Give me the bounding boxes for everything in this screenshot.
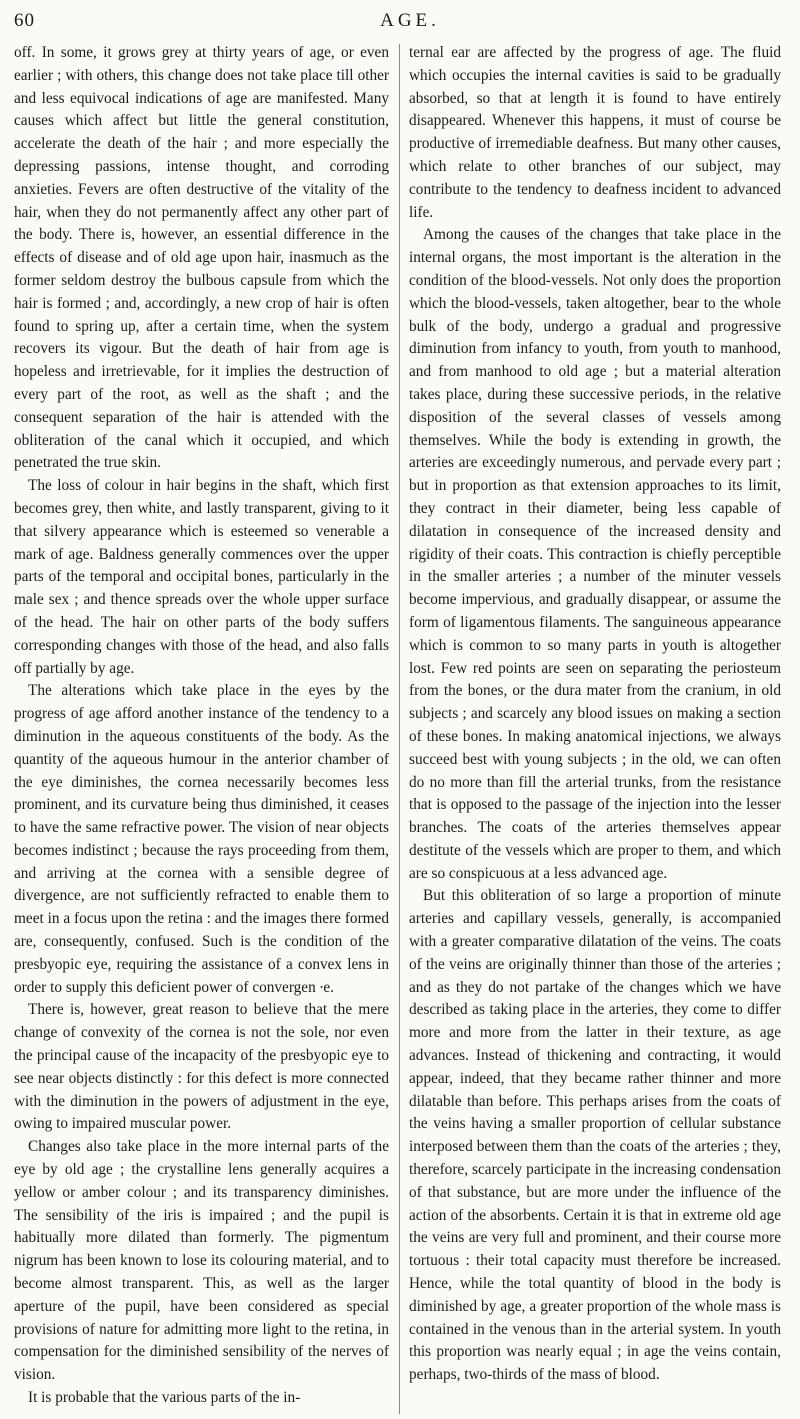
page-header bbox=[0, 10, 800, 40]
left-column bbox=[14, 42, 389, 1410]
column-divider bbox=[399, 44, 400, 1414]
right-paragraph-2: Among the causes of the changes that take place in the internal organs, the most important is the alteration in the condition of the blood-vessels. Not only does the proportion which the blood-vessels, taken altogether, bear to the whole bulk of the body, undergo a gradual and progressive diminution from infancy to youth, from youth to manhood, and from manhood to old age ; but a material alteration takes place, during these successive periods, in the relative disposition of the several classes of vessels among themselves. While the body is extending in growth, the arteries are exceedingly numerous, and pervade every part ; but in proportion as that extension approaches to its limit, they contract in their diameter, being less capable of dilatation in consequence of the increased density and rigidity of their coats. This contraction is chiefly perceptible in the smaller arteries ; a number of the minuter vessels become impervious, and gradually disappear, or assume the form of ligamentous filaments. The sanguineous appearance which is common to so many parts in youth is altogether lost. Few red points are seen on separating the periosteum from the bones, or the dura mater from the cranium, in old subjects ; and scarcely any blood issues on making a section of these bones. In making anatomical injections, we always succeed best with young subjects ; in the old, we can often do no more than fill the arterial trunks, from the resistance that is opposed to the passage of the injection into the lesser branches. The coats of the arteries themselves appear destitute of the vessels which are proper to them, and which are so conspicuous at a less advanced age. bbox=[409, 226, 781, 882]
left-paragraph-4: There is, however, great reason to believe that the mere change of convexity of the cornea is not the sole, nor even the principal cause of the incapacity of the presbyopic eye to see near objects distinctly : for this defect is more connected with the diminution in the powers of adjustment in the eye, owing to impaired muscular power. bbox=[14, 1001, 389, 1133]
left-paragraph-2: The loss of colour in hair begins in the shaft, which first becomes grey, then white, and lastly transparent, giving to it that silvery appearance which is esteemed so venerable a mark of age. Baldness generally commences over the upper parts of the temporal and occipital bones, particularly in the male sex ; and thence spreads over the whole upper surface of the head. The hair on other parts of the body suffers corresponding changes with those of the head, and also falls off partially by age. bbox=[14, 477, 389, 677]
running-head: AGE. bbox=[380, 10, 440, 31]
right-paragraph-1: ternal ear are affected by the progress of age. The fluid which occupies the internal cavities is said to be gradually absorbed, so that at length it is found to have entirely disappeared. Whenever this happens, it must of course be productive of irremediable deafness. But many other causes, which relate to other branches of our subject, may contribute to the tendency to deafness incident to advanced life. bbox=[409, 44, 781, 221]
right-paragraph-3: But this obliteration of so large a proportion of minute arteries and capillary vessels, generally, is accompanied with a greater comparative dilatation of the veins. The coats of the veins are originally thinner than those of the arteries ; and as they do not partake of the changes which we have described as taking place in the arteries, they come to differ more and more from the latter in their texture, as age advances. Instead of thickening and contracting, it would appear, indeed, that they became rather thinner and more dilatable than before. This perhaps arises from the coats of the veins having a smaller proportion of cellular substance interposed between them than the coats of the arteries ; they, therefore, scarcely participate in the increasing condensation of that substance, but are more under the influence of the action of the absorbents. Certain it is that in extreme old age the veins are very full and prominent, and their course more tortuous : their total capacity must therefore be increased. Hence, while the total quantity of blood in the body is diminished by age, a greater proportion of the whole mass is contained in the venous than in the arterial system. In youth this proportion was nearly equal ; in age the veins contain, perhaps, two-thirds of the mass of blood. bbox=[409, 887, 781, 1384]
right-column bbox=[409, 42, 781, 1387]
page-number: 60 bbox=[14, 10, 35, 31]
left-paragraph-3: The alterations which take place in the eyes by the progress of age afford another instance of the tendency to a diminution in the aqueous constituents of the body. As the quantity of the aqueous humour in the anterior chamber of the eye diminishes, the cornea necessarily becomes less prominent, and its curvature being thus diminished, it ceases to have the same refractive power. The vision of near objects becomes indistinct ; because the rays proceeding from them, and arriving at the cornea with a sensible degree of divergence, are not sufficiently refracted to enable them to meet in a focus upon the retina : and the images there formed are, consequently, confused. Such is the condition of the presbyopic eye, requiring the assistance of a convex lens in order to supply this deficient power of convergen ∙e. bbox=[14, 682, 389, 996]
left-paragraph-1: off. In some, it grows grey at thirty years of age, or even earlier ; with others, this change does not take place till other and less equivocal indications of age are manifested. Many causes which affect but little the general constitution, accelerate the death of the hair ; and more especially the depressing passions, intense thought, and corroding anxieties. Fevers are often destructive of the vitality of the hair, when they do not permanently affect any other part of the body. There is, however, an essential difference in the effects of disease and of old age upon hair, inasmuch as the former seldom destroy the bulbous capsule from which the hair is formed ; and, accordingly, a new crop of hair is often found to spring up, after a certain time, when the system recovers its vigour. But the death of hair from age is hopeless and irretrievable, for it implies the destruction of every part of the root, as well as the shaft ; and the consequent separation of the hair is attended with the obliteration of the canal which it occupied, and which penetrated the true skin. bbox=[14, 44, 389, 472]
left-paragraph-5: Changes also take place in the more internal parts of the eye by old age ; the crystalline lens generally acquires a yellow or amber colour ; and its transparency diminishes. The sensibility of the iris is impaired ; and the pupil is habitually more dilated than formerly. The pigmentum nigrum has been known to lose its colouring material, and to become almost transparent. This, as well as the larger aperture of the pupil, have been considered as special provisions of nature for admitting more light to the retina, in compensation for the diminished sensibility of the nerves of vision. bbox=[14, 1138, 389, 1384]
left-paragraph-6: It is probable that the various parts of the in- bbox=[28, 1389, 301, 1407]
